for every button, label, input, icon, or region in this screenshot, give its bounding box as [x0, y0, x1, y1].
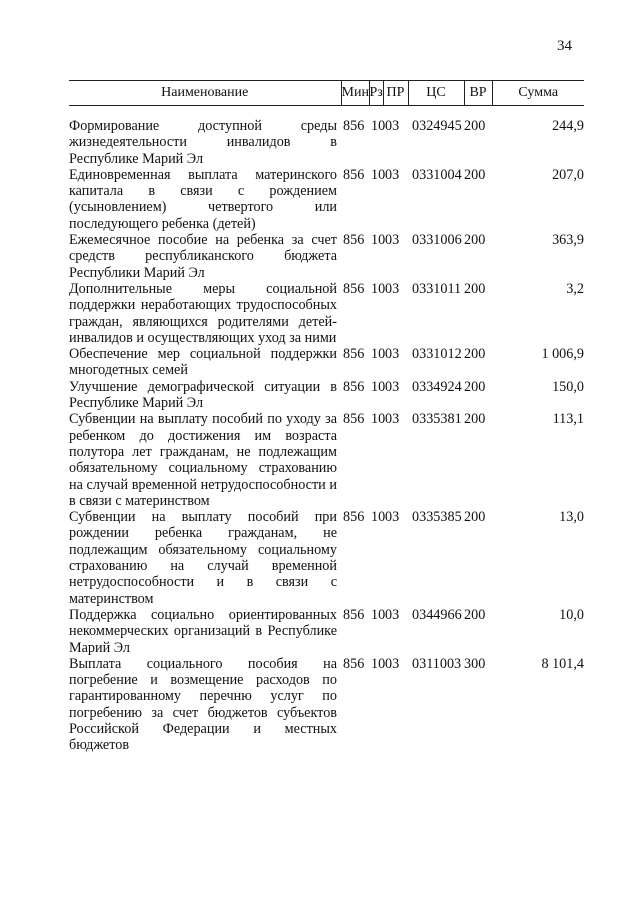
cell-min: 856 [343, 118, 365, 134]
cell-sum: 363,9 [552, 232, 584, 249]
cell-cs: 0331004 [412, 166, 462, 183]
cell-rz: 10 [371, 166, 386, 183]
header-row [69, 81, 584, 106]
cell-pr: 03 [385, 655, 400, 672]
cell-vr: 200 [464, 346, 486, 363]
cell-cs: 0335381 [412, 411, 462, 428]
cell-cs: 0331012 [412, 346, 462, 363]
cell-rz: 10 [371, 509, 386, 526]
cell-pr: 03 [385, 606, 400, 623]
cell-cs: 0331011 [412, 280, 462, 297]
cell-vr: 300 [464, 655, 486, 672]
budget-table [69, 80, 584, 754]
cell-cs: 0331006 [412, 232, 462, 249]
header-vr: ВР [464, 81, 492, 106]
cell-rz: 10 [371, 655, 386, 672]
cell-min: 856 [343, 655, 365, 672]
table-row [69, 118, 584, 167]
cell-sum: 13,0 [559, 509, 584, 526]
cell-name: Единовременная выплата материнского капитала в связи с рождением (усыновлением) четвертого или последующего ребенка (детей) [69, 166, 337, 232]
cell-sum: 10,0 [559, 606, 584, 623]
cell-min: 856 [343, 232, 365, 249]
cell-rz: 10 [371, 346, 386, 363]
table-row [69, 281, 584, 346]
cell-vr: 200 [464, 280, 486, 297]
header-rz: Рз [369, 81, 383, 106]
cell-name: Субвенции на выплату пособий по уходу за ребенком до достижения им возраста полутора лет гражданам, не подлежащим обязательному социальному страхованию на случай временной нетрудоспособности и в связи с материнством [69, 411, 337, 509]
cell-name: Субвенции на выплату пособий при рождении ребенка гражданам, не подлежащим обязательному социальному страхованию на случай временной нетрудоспособности и в связи с материнством [69, 509, 337, 607]
cell-min: 856 [343, 280, 365, 297]
cell-vr: 200 [464, 118, 486, 134]
cell-pr: 03 [385, 411, 400, 428]
table-row [69, 411, 584, 509]
cell-sum: 207,0 [552, 166, 584, 183]
table-spacer-row [69, 106, 584, 119]
cell-name: Формирование доступной среды жизнедеятельности инвалидов в Республике Марий Эл [69, 118, 337, 167]
table-row [69, 656, 584, 754]
cell-sum: 244,9 [552, 118, 584, 134]
cell-min: 856 [343, 346, 365, 363]
cell-rz: 10 [371, 280, 386, 297]
table-body [69, 106, 584, 754]
cell-vr: 200 [464, 509, 486, 526]
cell-rz: 10 [371, 411, 386, 428]
cell-min: 856 [343, 411, 365, 428]
table-row [69, 167, 584, 232]
cell-pr: 03 [385, 378, 400, 395]
cell-name: Улучшение демографической ситуации в Республике Марий Эл [69, 378, 337, 412]
cell-name: Дополнительные меры социальной поддержки неработающих трудоспособных граждан, являющихся родителями детей-инвалидов и осуществляющих уход за ними [69, 280, 337, 346]
cell-cs: 0334924 [412, 378, 462, 395]
cell-vr: 200 [464, 411, 486, 428]
cell-sum: 8 101,4 [541, 655, 584, 672]
cell-name: Ежемесячное пособие на ребенка за счет средств республиканского бюджета Республики Марий Эл [69, 232, 337, 281]
header-sum: Сумма [492, 81, 584, 106]
header-min: Мин [341, 81, 369, 106]
cell-pr: 03 [385, 280, 400, 297]
budget-table-wrapper [69, 80, 584, 754]
table-row [69, 509, 584, 607]
cell-cs: 0311003 [412, 655, 462, 672]
cell-min: 856 [343, 606, 365, 623]
cell-sum: 113,1 [552, 411, 584, 428]
cell-rz: 10 [371, 378, 386, 395]
table-row [69, 346, 584, 379]
cell-sum: 150,0 [552, 378, 584, 395]
cell-name: Выплата социального пособия на погребение и возмещение расходов по гарантированному перечню услуг по погребению за счет бюджетов субъектов Российской Федерации и местных бюджетов [69, 655, 337, 754]
cell-rz: 10 [371, 606, 386, 623]
cell-pr: 03 [385, 509, 400, 526]
table-row [69, 232, 584, 281]
cell-pr: 03 [385, 118, 400, 134]
cell-cs: 0344966 [412, 606, 462, 623]
cell-min: 856 [343, 378, 365, 395]
cell-pr: 03 [385, 346, 400, 363]
cell-rz: 10 [371, 118, 386, 134]
header-name: Наименование [69, 81, 341, 106]
page-number: 34 [557, 38, 572, 54]
header-pr: ПР [383, 81, 408, 106]
cell-pr: 03 [385, 166, 400, 183]
cell-vr: 200 [464, 606, 486, 623]
cell-sum: 1 006,9 [541, 346, 584, 363]
cell-rz: 10 [371, 232, 386, 249]
table-header [69, 81, 584, 106]
cell-name: Обеспечение мер социальной поддержки многодетных семей [69, 346, 337, 379]
cell-name: Поддержка социально ориентированных некоммерческих организаций в Республике Марий Эл [69, 606, 337, 656]
table-row [69, 607, 584, 656]
cell-cs: 0324945 [412, 118, 462, 134]
cell-sum: 3,2 [566, 280, 584, 297]
table-row [69, 379, 584, 412]
cell-vr: 200 [464, 166, 486, 183]
cell-vr: 200 [464, 232, 486, 249]
header-cs: ЦС [408, 81, 464, 106]
cell-min: 856 [343, 509, 365, 526]
cell-cs: 0335385 [412, 509, 462, 526]
cell-min: 856 [343, 166, 365, 183]
cell-vr: 200 [464, 378, 486, 395]
cell-pr: 03 [385, 232, 400, 249]
